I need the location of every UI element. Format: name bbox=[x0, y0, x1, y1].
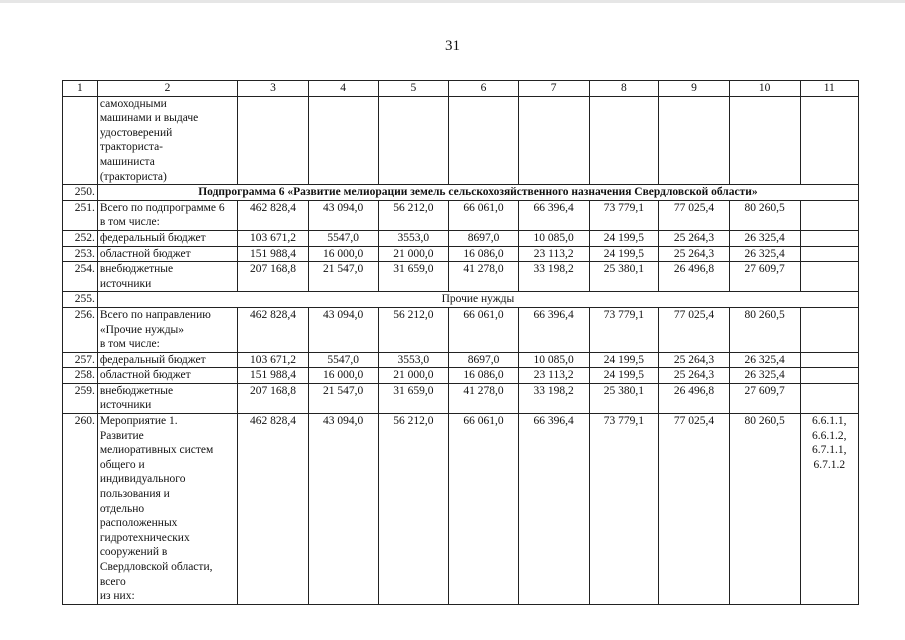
value-cell: 66 396,4 bbox=[518, 307, 589, 352]
value-cell: 56 212,0 bbox=[378, 414, 449, 605]
value-cell: 103 671,2 bbox=[238, 352, 309, 368]
row-number: 258. bbox=[63, 368, 98, 384]
value-cell: 5547,0 bbox=[308, 352, 378, 368]
table-row bbox=[63, 414, 859, 605]
target-refs-cell bbox=[800, 383, 859, 413]
value-cell: 10 085,0 bbox=[518, 230, 589, 246]
column-header: 3 bbox=[238, 81, 309, 97]
target-ref: 6.6.1.2, bbox=[812, 429, 847, 442]
target-refs-cell bbox=[800, 230, 859, 246]
row-number: 260. bbox=[63, 414, 98, 605]
value-cell: 56 212,0 bbox=[378, 200, 449, 230]
row-number: 250. bbox=[63, 185, 98, 201]
row-label-line: областной бюджет bbox=[99, 369, 191, 382]
value-cell: 26 325,4 bbox=[729, 352, 800, 368]
row-label-line: удостоверений bbox=[99, 126, 173, 139]
row-label-line: в том числе: bbox=[99, 216, 160, 229]
column-header: 11 bbox=[800, 81, 859, 97]
row-label-line: отдельно bbox=[99, 502, 145, 515]
row-label bbox=[97, 383, 237, 413]
value-cell: 25 264,3 bbox=[659, 352, 730, 368]
target-refs-cell bbox=[800, 246, 859, 262]
table-row bbox=[63, 185, 859, 201]
section-title: Прочие нужды bbox=[97, 292, 858, 308]
column-header: 6 bbox=[449, 81, 519, 97]
row-label-line: «Прочие нужды» bbox=[99, 323, 185, 336]
value-cell: 27 609,7 bbox=[729, 262, 800, 292]
value-cell bbox=[729, 96, 800, 185]
table-row bbox=[63, 230, 859, 246]
target-ref: 6.6.1.1, bbox=[812, 415, 847, 428]
row-label-line: источники bbox=[99, 277, 152, 290]
value-cell: 3553,0 bbox=[378, 352, 449, 368]
value-cell bbox=[659, 96, 730, 185]
target-refs-cell bbox=[800, 414, 859, 605]
value-cell: 27 609,7 bbox=[729, 383, 800, 413]
row-label-line: всего bbox=[99, 575, 126, 588]
row-label-line: машиниста bbox=[99, 155, 155, 168]
top-edge-rule bbox=[0, 0, 905, 3]
value-cell: 103 671,2 bbox=[238, 230, 309, 246]
table-row bbox=[63, 368, 859, 384]
row-label-line: Всего по подпрограмме 6 bbox=[99, 201, 225, 214]
value-cell bbox=[518, 96, 589, 185]
target-refs-cell bbox=[800, 96, 859, 185]
target-ref: 6.7.1.1, bbox=[812, 444, 847, 457]
value-cell: 21 000,0 bbox=[378, 368, 449, 384]
value-cell: 77 025,4 bbox=[659, 307, 730, 352]
value-cell: 31 659,0 bbox=[378, 262, 449, 292]
row-label-line: Всего по направлению bbox=[99, 308, 211, 321]
value-cell: 462 828,4 bbox=[238, 200, 309, 230]
target-refs-cell bbox=[800, 200, 859, 230]
value-cell: 8697,0 bbox=[449, 230, 519, 246]
value-cell: 207 168,8 bbox=[238, 262, 309, 292]
row-label bbox=[97, 246, 237, 262]
value-cell: 66 061,0 bbox=[449, 307, 519, 352]
value-cell bbox=[589, 96, 659, 185]
value-cell: 66 396,4 bbox=[518, 414, 589, 605]
value-cell bbox=[238, 96, 309, 185]
value-cell: 25 380,1 bbox=[589, 383, 659, 413]
column-header: 8 bbox=[589, 81, 659, 97]
value-cell: 80 260,5 bbox=[729, 200, 800, 230]
value-cell bbox=[449, 96, 519, 185]
column-header: 4 bbox=[308, 81, 378, 97]
table-row bbox=[63, 292, 859, 308]
column-header: 7 bbox=[518, 81, 589, 97]
value-cell bbox=[378, 96, 449, 185]
value-cell: 151 988,4 bbox=[238, 246, 309, 262]
row-label bbox=[97, 414, 237, 605]
column-header: 9 bbox=[659, 81, 730, 97]
value-cell: 23 113,2 bbox=[518, 368, 589, 384]
value-cell: 16 086,0 bbox=[449, 368, 519, 384]
row-label bbox=[97, 96, 237, 185]
table-row bbox=[63, 200, 859, 230]
row-label-line: расположенных bbox=[99, 517, 178, 530]
row-number: 259. bbox=[63, 383, 98, 413]
row-label-line: мелиоративных систем bbox=[99, 444, 214, 457]
row-label-line: Свердловской области, bbox=[99, 561, 213, 573]
value-cell: 56 212,0 bbox=[378, 307, 449, 352]
value-cell: 151 988,4 bbox=[238, 368, 309, 384]
target-refs-cell bbox=[800, 262, 859, 292]
column-header: 2 bbox=[97, 81, 237, 97]
value-cell: 24 199,5 bbox=[589, 230, 659, 246]
value-cell: 73 779,1 bbox=[589, 200, 659, 230]
row-label-line: индивидуального bbox=[99, 473, 186, 486]
row-label-line: общего и bbox=[99, 458, 145, 471]
row-label-line: Развитие bbox=[99, 429, 144, 442]
column-header: 10 bbox=[729, 81, 800, 97]
row-label-line: тракториста- bbox=[99, 141, 164, 154]
header-row bbox=[63, 81, 859, 97]
row-label bbox=[97, 200, 237, 230]
target-refs-cell bbox=[800, 368, 859, 384]
row-number: 254. bbox=[63, 262, 98, 292]
value-cell: 73 779,1 bbox=[589, 307, 659, 352]
value-cell: 16 086,0 bbox=[449, 246, 519, 262]
value-cell: 43 094,0 bbox=[308, 307, 378, 352]
value-cell: 26 496,8 bbox=[659, 262, 730, 292]
value-cell: 24 199,5 bbox=[589, 368, 659, 384]
value-cell: 33 198,2 bbox=[518, 262, 589, 292]
row-label bbox=[97, 262, 237, 292]
row-number: 256. bbox=[63, 307, 98, 352]
target-refs-cell bbox=[800, 352, 859, 368]
table-row bbox=[63, 96, 859, 185]
value-cell: 21 547,0 bbox=[308, 383, 378, 413]
value-cell: 207 168,8 bbox=[238, 383, 309, 413]
target-refs-cell bbox=[800, 307, 859, 352]
value-cell: 25 380,1 bbox=[589, 262, 659, 292]
row-label bbox=[97, 368, 237, 384]
value-cell: 26 496,8 bbox=[659, 383, 730, 413]
row-label-line: самоходными bbox=[99, 97, 167, 110]
value-cell: 23 113,2 bbox=[518, 246, 589, 262]
value-cell: 77 025,4 bbox=[659, 200, 730, 230]
value-cell: 26 325,4 bbox=[729, 230, 800, 246]
row-number: 253. bbox=[63, 246, 98, 262]
column-header: 1 bbox=[63, 81, 98, 97]
row-label bbox=[97, 307, 237, 352]
row-number: 251. bbox=[63, 200, 98, 230]
row-label-line: Мероприятие 1. bbox=[99, 415, 178, 428]
value-cell: 77 025,4 bbox=[659, 414, 730, 605]
value-cell: 73 779,1 bbox=[589, 414, 659, 605]
table-body bbox=[63, 96, 859, 604]
row-label-line: источники bbox=[99, 399, 152, 412]
budget-table bbox=[62, 80, 859, 605]
value-cell: 24 199,5 bbox=[589, 246, 659, 262]
table-row bbox=[63, 352, 859, 368]
row-label-line: областной бюджет bbox=[99, 247, 191, 260]
row-label-line: из них: bbox=[99, 590, 135, 603]
row-number: 257. bbox=[63, 352, 98, 368]
value-cell: 80 260,5 bbox=[729, 414, 800, 605]
value-cell: 80 260,5 bbox=[729, 307, 800, 352]
row-label bbox=[97, 352, 237, 368]
row-number bbox=[63, 96, 98, 185]
value-cell: 66 061,0 bbox=[449, 200, 519, 230]
row-label-line: сооружений в bbox=[99, 546, 168, 559]
value-cell: 16 000,0 bbox=[308, 368, 378, 384]
value-cell: 8697,0 bbox=[449, 352, 519, 368]
value-cell: 21 000,0 bbox=[378, 246, 449, 262]
value-cell: 3553,0 bbox=[378, 230, 449, 246]
value-cell: 41 278,0 bbox=[449, 383, 519, 413]
value-cell: 66 061,0 bbox=[449, 414, 519, 605]
row-label-line: федеральный бюджет bbox=[99, 231, 206, 244]
value-cell: 25 264,3 bbox=[659, 230, 730, 246]
row-label-line: пользования и bbox=[99, 488, 170, 501]
column-header: 5 bbox=[378, 81, 449, 97]
value-cell: 26 325,4 bbox=[729, 368, 800, 384]
subprogram-title: Подпрограмма 6 «Развитие мелиорации земель сельскохозяйственного назначения Свердловской области» bbox=[97, 185, 858, 201]
row-label-line: федеральный бюджет bbox=[99, 353, 206, 366]
value-cell: 462 828,4 bbox=[238, 307, 309, 352]
row-label-line: (тракториста) bbox=[99, 170, 167, 183]
value-cell: 43 094,0 bbox=[308, 200, 378, 230]
value-cell: 41 278,0 bbox=[449, 262, 519, 292]
value-cell: 16 000,0 bbox=[308, 246, 378, 262]
row-label-line: в том числе: bbox=[99, 338, 160, 351]
value-cell: 24 199,5 bbox=[589, 352, 659, 368]
row-label-line: гидротехнических bbox=[99, 531, 190, 544]
table-row bbox=[63, 383, 859, 413]
row-label-line: внебюджетные bbox=[99, 263, 174, 276]
target-ref: 6.7.1.2 bbox=[813, 458, 846, 471]
table-row bbox=[63, 262, 859, 292]
row-number: 252. bbox=[63, 230, 98, 246]
row-label-line: внебюджетные bbox=[99, 384, 174, 397]
page-number: 31 bbox=[445, 38, 460, 54]
row-number: 255. bbox=[63, 292, 98, 308]
value-cell: 31 659,0 bbox=[378, 383, 449, 413]
value-cell: 33 198,2 bbox=[518, 383, 589, 413]
value-cell: 25 264,3 bbox=[659, 246, 730, 262]
value-cell: 43 094,0 bbox=[308, 414, 378, 605]
table-row bbox=[63, 246, 859, 262]
value-cell: 66 396,4 bbox=[518, 200, 589, 230]
table-row bbox=[63, 307, 859, 352]
value-cell: 21 547,0 bbox=[308, 262, 378, 292]
value-cell: 25 264,3 bbox=[659, 368, 730, 384]
value-cell bbox=[308, 96, 378, 185]
row-label bbox=[97, 230, 237, 246]
value-cell: 26 325,4 bbox=[729, 246, 800, 262]
row-label-line: машинами и выдаче bbox=[99, 112, 199, 125]
value-cell: 10 085,0 bbox=[518, 352, 589, 368]
value-cell: 5547,0 bbox=[308, 230, 378, 246]
value-cell: 462 828,4 bbox=[238, 414, 309, 605]
